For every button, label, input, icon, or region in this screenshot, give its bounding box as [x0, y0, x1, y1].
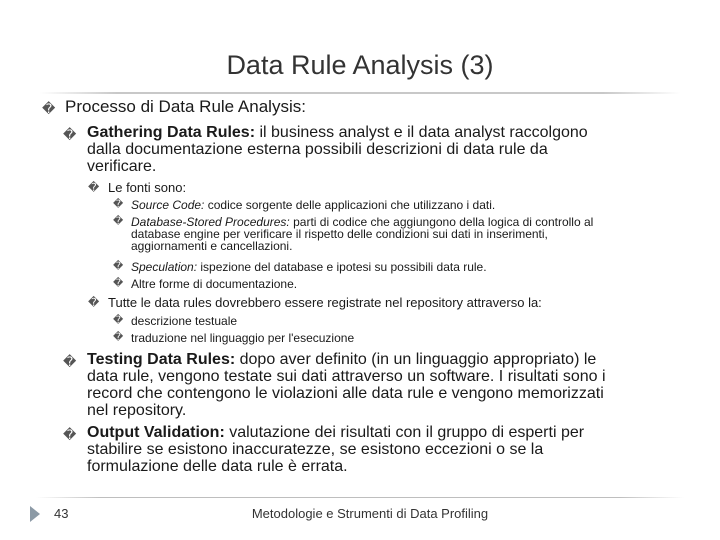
repository-item-1: descrizione testuale: [131, 314, 238, 328]
gathering-text-2: dalla documentazione esterna possibili descrizioni di data rule da: [87, 141, 548, 158]
bullet-icon: �: [113, 332, 124, 343]
main-heading: Processo di Data Rule Analysis:: [65, 97, 306, 116]
gathering-paragraph: [87, 124, 687, 175]
repository-item-2: traduzione nel linguaggio per l'esecuzione: [131, 331, 355, 345]
output-label: Output Validation:: [87, 424, 225, 441]
page-number: 43: [54, 506, 69, 521]
testing-paragraph: Testing Data Rules: dopo aver definito (in un linguaggio appropriato) le data rule, vengono testate sui dati attraverso un software. I risultati sono i record che contengono le violazioni alle data rule e vengono memorizzati nel repository.: [87, 351, 606, 419]
bullet-icon: �: [113, 216, 124, 227]
gathering-label: Gathering Data Rules:: [87, 124, 256, 141]
gathering-text-3: verificare.: [87, 158, 157, 175]
testing-label: Testing Data Rules:: [87, 351, 236, 368]
bullet-icon: �: [63, 127, 77, 142]
gathering-text-1: il business analyst e il data analyst raccolgono: [255, 124, 588, 141]
bullet-icon: �: [113, 199, 124, 210]
bullet-icon: �: [88, 182, 100, 194]
footer-course-title: Metodologie e Strumenti di Data Profiling: [251, 506, 489, 521]
bullet-icon: �: [113, 278, 124, 289]
repository-heading: Tutte le data rules dovrebbero essere registrate nel repository attraverso la:: [108, 295, 542, 310]
bullet-icon: �: [63, 354, 77, 369]
bullet-icon: �: [113, 315, 124, 326]
source-item-2: Database-Stored Procedures: parti di codice che aggiungono della logica di controllo al database engine per verificare il rispetto delle condizioni sui dati in inserimenti, aggiornamenti e cancellazioni.: [131, 215, 594, 253]
bullet-icon: �: [42, 101, 56, 116]
footer-divider: [36, 497, 684, 498]
source-item-3: Speculation: ispezione del database e ipotesi su possibili data rule.: [131, 260, 487, 274]
source-item-4: Altre forme di documentazione.: [131, 277, 298, 291]
bullet-icon: �: [113, 261, 124, 272]
source-item-1: Source Code: codice sorgente delle applicazioni che utilizzano i dati.: [131, 198, 496, 212]
title-divider: [40, 92, 680, 94]
slide-title: Data Rule Analysis (3): [226, 50, 494, 80]
bullet-icon: �: [63, 427, 77, 442]
sources-heading: Le fonti sono:: [108, 180, 187, 195]
bullet-icon: �: [88, 297, 100, 309]
output-paragraph: Output Validation: valutazione dei risultati con il gruppo di esperti per stabilire se esistono inaccuratezze, se esistono eccezioni o se la formulazione delle data rule è errata.: [87, 424, 585, 475]
